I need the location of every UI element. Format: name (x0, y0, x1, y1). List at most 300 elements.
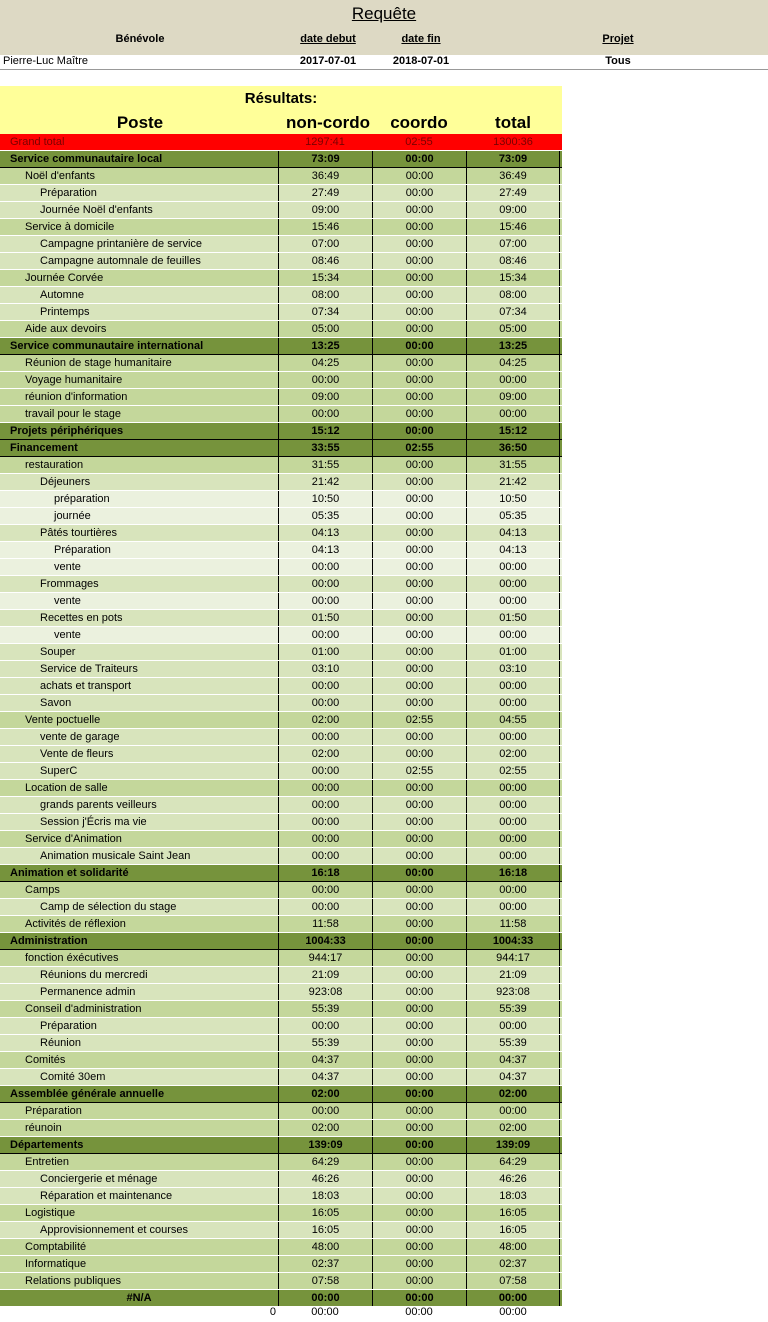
table-row[interactable] (0, 406, 562, 423)
coord-value: 00:00 (372, 593, 466, 609)
column-header-non-coord: non-cordo (285, 113, 371, 132)
row-label: Déjeuners (40, 476, 91, 488)
non-coord-value: 15:46 (278, 219, 372, 235)
table-row[interactable] (0, 1052, 562, 1069)
coord-value: 00:00 (372, 355, 466, 371)
table-row[interactable] (0, 542, 562, 559)
coord-value: 00:00 (372, 848, 466, 864)
table-row[interactable] (0, 593, 562, 610)
coord-value: 00:00 (372, 1290, 466, 1306)
coord-value: 00:00 (372, 1256, 466, 1272)
row-label: Préparation (40, 1020, 97, 1032)
total-value: 00:00 (466, 831, 560, 847)
non-coord-value: 02:00 (278, 1120, 372, 1136)
table-row[interactable] (0, 1120, 562, 1137)
total-value: 02:00 (466, 1120, 560, 1136)
table-row[interactable] (0, 1171, 562, 1188)
non-coord-value: 64:29 (278, 1154, 372, 1170)
table-row[interactable] (0, 355, 562, 372)
coord-value: 00:00 (372, 1205, 466, 1221)
table-row[interactable] (0, 831, 562, 848)
row-label: réunion d'information (25, 391, 128, 403)
table-row[interactable] (0, 304, 562, 321)
coord-value: 00:00 (372, 1103, 466, 1119)
results-title: Résultats: (244, 90, 318, 107)
table-row[interactable] (0, 270, 562, 287)
coord-value: 00:00 (372, 610, 466, 626)
coord-value: 00:00 (372, 287, 466, 303)
row-label: achats et transport (40, 680, 132, 692)
table-row[interactable] (0, 950, 562, 967)
total-value: 00:00 (466, 899, 560, 915)
coord-value: 00:00 (372, 1188, 466, 1204)
total-value: 16:05 (466, 1205, 560, 1221)
total-value: 08:46 (466, 253, 560, 269)
table-row[interactable] (0, 576, 562, 593)
non-coord-value: 55:39 (278, 1035, 372, 1051)
row-label: Noël d'enfants (25, 170, 95, 182)
non-coord-value: 03:10 (278, 661, 372, 677)
total-value: 923:08 (466, 984, 560, 1000)
total-value: 05:00 (466, 321, 560, 337)
table-row[interactable] (0, 1001, 562, 1018)
total-value: 27:49 (466, 185, 560, 201)
total-value: 00:00 (466, 559, 560, 575)
row-label: SuperC (40, 765, 78, 777)
coord-value: 00:00 (372, 882, 466, 898)
total-value: 11:58 (466, 916, 560, 932)
table-row[interactable] (0, 1222, 562, 1239)
non-coord-value: 00:00 (278, 814, 372, 830)
non-coord-value: 09:00 (278, 202, 372, 218)
non-coord-value: 13:25 (278, 338, 372, 354)
row-label: Campagne printanière de service (40, 238, 203, 250)
coord-value: 00:00 (372, 984, 466, 1000)
table-row[interactable] (0, 984, 562, 1001)
non-coord-value: 02:00 (278, 746, 372, 762)
date-start-value[interactable]: 2017-07-01 (299, 55, 357, 67)
non-coord-value: 04:25 (278, 355, 372, 371)
row-label: Animation et solidarité (10, 867, 129, 879)
total-value: 36:49 (466, 168, 560, 184)
non-coord-value: 00:00 (278, 406, 372, 422)
coord-value: 00:00 (372, 814, 466, 830)
total-value: 00:00 (466, 678, 560, 694)
row-label: Souper (40, 646, 76, 658)
coord-value: 02:55 (372, 440, 466, 456)
non-coord-value: 27:49 (278, 185, 372, 201)
total-value: 04:37 (466, 1069, 560, 1085)
table-row[interactable] (0, 287, 562, 304)
row-label: Camp de sélection du stage (40, 901, 177, 913)
coord-value: 00:00 (372, 950, 466, 966)
coord-value: 00:00 (372, 1222, 466, 1238)
table-row[interactable] (0, 746, 562, 763)
row-label: Automne (40, 289, 85, 301)
row-label: Journée Corvée (25, 272, 104, 284)
non-coord-value: 00:00 (278, 593, 372, 609)
row-label: Service communautaire local (10, 153, 163, 165)
non-coord-value: 16:18 (278, 865, 372, 881)
coord-value: 00:00 (372, 644, 466, 660)
total-value: 00:00 (466, 882, 560, 898)
table-row[interactable] (0, 389, 562, 406)
non-coord-value: 04:37 (278, 1052, 372, 1068)
non-coord-value: 00:00 (278, 1018, 372, 1034)
non-coord-value: 00:00 (278, 678, 372, 694)
category-row[interactable] (0, 933, 562, 950)
row-label: Conciergerie et ménage (40, 1173, 158, 1185)
row-label: Relations publiques (25, 1275, 122, 1287)
coord-value: 00:00 (372, 1018, 466, 1034)
results-table (0, 134, 562, 1307)
table-row[interactable] (0, 729, 562, 746)
table-row[interactable] (0, 1273, 562, 1290)
non-coord-value: 55:39 (278, 1001, 372, 1017)
row-label: restauration (25, 459, 84, 471)
total-value: 04:13 (466, 542, 560, 558)
category-row[interactable] (0, 423, 562, 440)
coord-value: 00:00 (372, 151, 466, 167)
non-coord-value: 00:00 (278, 627, 372, 643)
coord-value: 02:55 (372, 712, 466, 728)
table-row[interactable] (0, 185, 562, 202)
coord-value: 00:00 (372, 1239, 466, 1255)
row-label: Pâtés tourtières (40, 527, 118, 539)
coord-value: 00:00 (372, 491, 466, 507)
row-label: Service communautaire international (10, 340, 204, 352)
row-label: fonction éxécutives (25, 952, 119, 964)
total-value: 09:00 (466, 389, 560, 405)
row-label: Comité 30em (40, 1071, 106, 1083)
total-value: 1004:33 (466, 933, 560, 949)
table-row[interactable] (0, 491, 562, 508)
total-value: 00:00 (466, 729, 560, 745)
column-header-post: Poste (116, 113, 164, 132)
category-row[interactable] (0, 151, 562, 168)
coord-value: 00:00 (372, 236, 466, 252)
coord-value: 00:00 (372, 1001, 466, 1017)
table-row[interactable] (0, 525, 562, 542)
row-label: Financement (10, 442, 78, 454)
total-value: 46:26 (466, 1171, 560, 1187)
total-value: 00:00 (466, 372, 560, 388)
table-row[interactable] (0, 763, 562, 780)
non-coord-value: 46:26 (278, 1171, 372, 1187)
coord-value: 00:00 (372, 627, 466, 643)
coord-value: 00:00 (372, 1120, 466, 1136)
table-row[interactable] (0, 1035, 562, 1052)
coord-value: 00:00 (372, 406, 466, 422)
coord-value: 00:00 (372, 899, 466, 915)
non-coord-value: 02:00 (278, 1086, 372, 1102)
table-row[interactable] (0, 253, 562, 270)
total-value: 00:00 (466, 797, 560, 813)
table-row[interactable] (0, 627, 562, 644)
non-coord-value: 923:08 (278, 984, 372, 1000)
total-value: 31:55 (466, 457, 560, 473)
coord-value: 00:00 (372, 219, 466, 235)
table-row[interactable] (0, 372, 562, 389)
row-label: Assemblée générale annuelle (10, 1088, 165, 1100)
row-label: Réunion de stage humanitaire (25, 357, 172, 369)
column-header-coord: coordo (390, 113, 448, 132)
row-label: Frommages (40, 578, 99, 590)
non-coord-value: 21:42 (278, 474, 372, 490)
total-value: 00:00 (466, 406, 560, 422)
row-label: Service d'Animation (25, 833, 122, 845)
coord-value: 00:00 (372, 1035, 466, 1051)
coord-value: 00:00 (372, 678, 466, 694)
coord-value: 00:00 (372, 1171, 466, 1187)
total-value: 07:34 (466, 304, 560, 320)
non-coord-value: 21:09 (278, 967, 372, 983)
table-row[interactable] (0, 559, 562, 576)
non-coord-value: 73:09 (278, 151, 372, 167)
row-label: préparation (54, 493, 110, 505)
total-value: 64:29 (466, 1154, 560, 1170)
total-value: 04:55 (466, 712, 560, 728)
non-coord-value: 02:00 (278, 712, 372, 728)
row-label: grands parents veilleurs (40, 799, 157, 811)
table-row[interactable] (0, 457, 562, 474)
coord-value: 00:00 (372, 321, 466, 337)
coord-value: 00:00 (372, 185, 466, 201)
non-coord-value: 05:00 (278, 321, 372, 337)
table-row[interactable] (0, 678, 562, 695)
total-value: 21:09 (466, 967, 560, 983)
total-value: 00:00 (466, 780, 560, 796)
total-value: 04:25 (466, 355, 560, 371)
table-row[interactable] (0, 967, 562, 984)
coord-value: 00:00 (372, 542, 466, 558)
non-coord-value: 1297:41 (305, 136, 345, 148)
coord-value: 02:55 (372, 763, 466, 779)
total-value: 02:00 (466, 746, 560, 762)
table-row[interactable] (0, 780, 562, 797)
table-row[interactable] (0, 899, 562, 916)
total-value: 944:17 (466, 950, 560, 966)
row-label: Aide aux devoirs (25, 323, 107, 335)
coord-value: 00:00 (372, 423, 466, 439)
non-coord-value: 00:00 (278, 372, 372, 388)
grand-total-row[interactable] (0, 134, 562, 151)
table-row[interactable] (0, 1290, 562, 1307)
total-value: 1300:36 (493, 136, 533, 148)
total-value: 00:00 (466, 814, 560, 830)
row-label: Départements (10, 1139, 84, 1151)
table-row[interactable] (0, 508, 562, 525)
row-label: Réparation et maintenance (40, 1190, 173, 1202)
coord-value: 00:00 (372, 1086, 466, 1102)
total-value: 55:39 (466, 1035, 560, 1051)
table-row[interactable] (0, 712, 562, 729)
non-coord-value: 00:00 (278, 729, 372, 745)
table-row[interactable] (0, 219, 562, 236)
total-value: 00:00 (466, 848, 560, 864)
coord-value: 00:00 (372, 1154, 466, 1170)
table-row[interactable] (0, 321, 562, 338)
non-coord-value: 07:34 (278, 304, 372, 320)
non-coord-value: 36:49 (278, 168, 372, 184)
total-value: 00:00 (466, 593, 560, 609)
row-label: Administration (10, 935, 88, 947)
row-label: vente de garage (40, 731, 120, 743)
coord-value: 00:00 (372, 1137, 466, 1153)
table-row[interactable] (0, 848, 562, 865)
project-header: Projet (602, 33, 634, 45)
total-value: 02:00 (466, 1086, 560, 1102)
non-coord-value: 00:00 (278, 576, 372, 592)
total-value: 00:00 (466, 576, 560, 592)
volunteer-header: Bénévole (115, 33, 165, 45)
volunteer-value[interactable]: Pierre-Luc Maître (3, 55, 88, 67)
non-coord-value: 01:50 (278, 610, 372, 626)
row-label: Entretien (25, 1156, 70, 1168)
table-row[interactable] (0, 1103, 562, 1120)
coord-value: 00:00 (372, 967, 466, 983)
category-row[interactable] (0, 865, 562, 882)
table-row[interactable] (0, 695, 562, 712)
coord-value: 00:00 (372, 695, 466, 711)
table-row[interactable] (0, 814, 562, 831)
total-value: 00:00 (466, 627, 560, 643)
row-label: Recettes en pots (40, 612, 123, 624)
category-row[interactable] (0, 1086, 562, 1103)
date-end-header: date fin (401, 33, 441, 45)
project-value[interactable]: Tous (605, 55, 631, 67)
total-value: 00:00 (466, 1018, 560, 1034)
footer-zero: 0 (269, 1306, 276, 1318)
non-coord-value: 33:55 (278, 440, 372, 456)
coord-value: 00:00 (372, 525, 466, 541)
coord-value: 00:00 (372, 168, 466, 184)
coord-value: 02:55 (405, 136, 433, 148)
row-label: Campagne automnale de feuilles (40, 255, 201, 267)
non-coord-value: 00:00 (278, 695, 372, 711)
date-end-value[interactable]: 2018-07-01 (392, 55, 450, 67)
total-value: 139:09 (466, 1137, 560, 1153)
table-row[interactable] (0, 1154, 562, 1171)
non-coord-value: 944:17 (278, 950, 372, 966)
coord-value: 00:00 (372, 474, 466, 490)
coord-value: 00:00 (372, 1273, 466, 1289)
non-coord-value: 04:13 (278, 542, 372, 558)
row-label: Informatique (25, 1258, 87, 1270)
total-value: 10:50 (466, 491, 560, 507)
row-label: Location de salle (25, 782, 108, 794)
table-row[interactable] (0, 644, 562, 661)
table-row[interactable] (0, 1188, 562, 1205)
total-value: 48:00 (466, 1239, 560, 1255)
table-row[interactable] (0, 610, 562, 627)
total-value: 07:00 (466, 236, 560, 252)
coord-value: 00:00 (372, 797, 466, 813)
table-row[interactable] (0, 1239, 562, 1256)
non-coord-value: 11:58 (278, 916, 372, 932)
non-coord-value: 04:13 (278, 525, 372, 541)
category-row[interactable] (0, 440, 562, 457)
table-row[interactable] (0, 168, 562, 185)
category-row[interactable] (0, 1137, 562, 1154)
coord-value: 00:00 (372, 559, 466, 575)
row-label: Préparation (40, 187, 97, 199)
category-row[interactable] (0, 338, 562, 355)
row-label: vente (54, 629, 81, 641)
total-value: 55:39 (466, 1001, 560, 1017)
coord-value: 00:00 (372, 202, 466, 218)
date-start-header: date debut (300, 33, 356, 45)
total-value: 18:03 (466, 1188, 560, 1204)
coord-value: 00:00 (372, 338, 466, 354)
non-coord-value: 00:00 (278, 1290, 372, 1306)
non-coord-value: 1004:33 (278, 933, 372, 949)
total-value: 15:12 (466, 423, 560, 439)
table-row[interactable] (0, 661, 562, 678)
non-coord-value: 00:00 (278, 1103, 372, 1119)
row-label: Approvisionnement et courses (40, 1224, 188, 1236)
total-value: 15:34 (466, 270, 560, 286)
row-label: Préparation (25, 1105, 82, 1117)
row-label: réunoin (25, 1122, 62, 1134)
row-label: #N/A (126, 1292, 152, 1304)
row-label: Projets périphériques (10, 425, 124, 437)
total-value: 01:50 (466, 610, 560, 626)
coord-value: 00:00 (372, 1052, 466, 1068)
total-value: 04:37 (466, 1052, 560, 1068)
non-coord-value: 00:00 (278, 559, 372, 575)
table-row[interactable] (0, 1205, 562, 1222)
non-coord-value: 139:09 (278, 1137, 372, 1153)
non-coord-value: 31:55 (278, 457, 372, 473)
non-coord-value: 00:00 (278, 763, 372, 779)
total-value: 00:00 (466, 1290, 560, 1306)
coord-value: 00:00 (372, 1069, 466, 1085)
row-label: Vente poctuelle (25, 714, 101, 726)
row-label: Activités de réflexion (25, 918, 126, 930)
coord-value: 00:00 (372, 270, 466, 286)
table-row[interactable] (0, 797, 562, 814)
row-label: Conseil d'administration (25, 1003, 142, 1015)
coord-value: 00:00 (372, 389, 466, 405)
footer-coord: 00:00 (405, 1306, 433, 1318)
non-coord-value: 08:46 (278, 253, 372, 269)
table-row[interactable] (0, 1256, 562, 1273)
table-row[interactable] (0, 236, 562, 253)
coord-value: 00:00 (372, 746, 466, 762)
table-row[interactable] (0, 1069, 562, 1086)
coord-value: 00:00 (372, 729, 466, 745)
table-row[interactable] (0, 916, 562, 933)
row-label: Comités (25, 1054, 66, 1066)
total-value: 03:10 (466, 661, 560, 677)
total-value: 08:00 (466, 287, 560, 303)
table-row[interactable] (0, 1018, 562, 1035)
non-coord-value: 18:03 (278, 1188, 372, 1204)
total-value: 13:25 (466, 338, 560, 354)
table-row[interactable] (0, 202, 562, 219)
coord-value: 00:00 (372, 576, 466, 592)
total-value: 00:00 (466, 695, 560, 711)
total-value: 73:09 (466, 151, 560, 167)
results-footer-row (0, 1306, 562, 1322)
total-value: 16:05 (466, 1222, 560, 1238)
non-coord-value: 05:35 (278, 508, 372, 524)
coord-value: 00:00 (372, 304, 466, 320)
non-coord-value: 00:00 (278, 780, 372, 796)
table-row[interactable] (0, 882, 562, 899)
table-row[interactable] (0, 474, 562, 491)
